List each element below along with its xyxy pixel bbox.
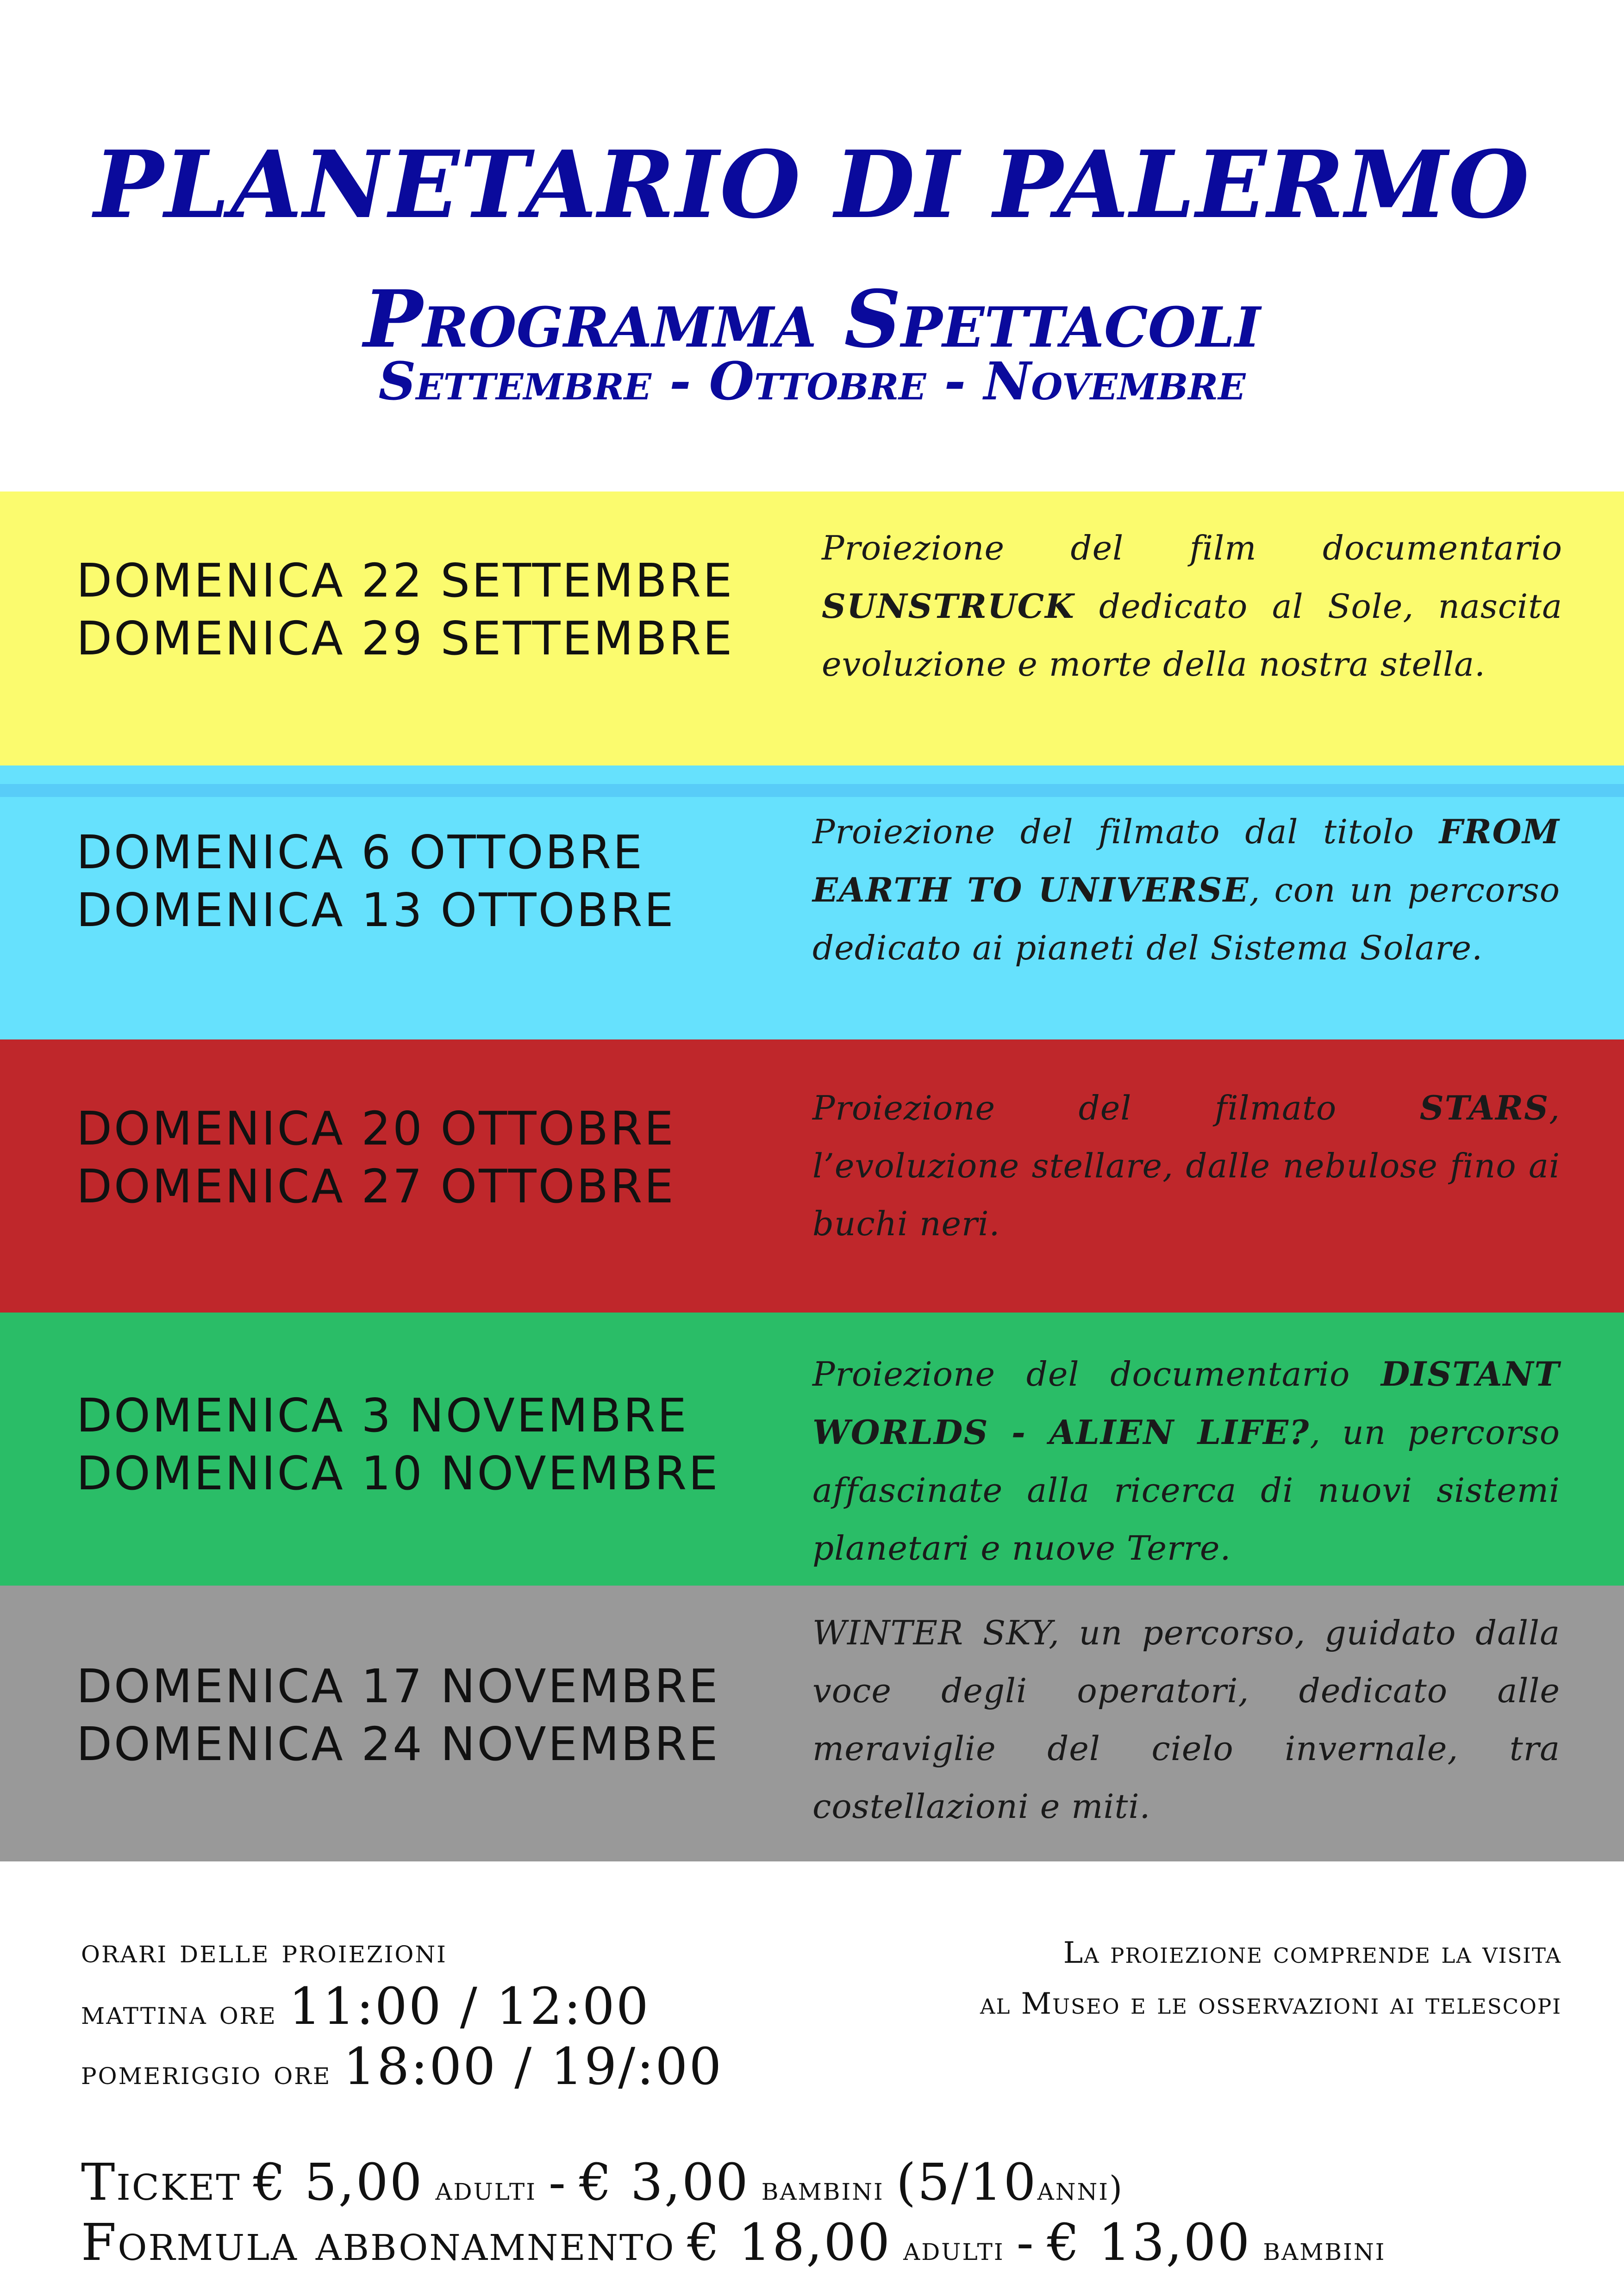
price-label: adulti	[435, 2169, 537, 2208]
film-title: STARS	[1419, 1088, 1549, 1127]
desc-text: dedicato al Sole, nascita evoluzione e morte della nostra stella.	[822, 587, 1562, 684]
desc-text: Proiezione del film documentario	[822, 529, 1562, 567]
show-dates	[76, 823, 675, 939]
show-description	[822, 519, 1562, 693]
price-label: bambini	[761, 2169, 884, 2208]
age-range: (5/10	[896, 2153, 1037, 2212]
show-date: DOMENICA 24 NOVEMBRE	[76, 1717, 720, 1771]
schedule-morning	[81, 1976, 650, 2042]
page-title: PLANETARIO DI PALERMO	[94, 131, 1530, 239]
desc-text: , un percorso affascinate alla ricerca di nuovi sistemi planetari e nuove Terre.	[812, 1413, 1560, 1568]
desc-text: , l’evoluzione stellare, dalle nebulose fino ai buchi neri.	[812, 1089, 1560, 1243]
film-title: DISTANT WORLDS - ALIEN LIFE?	[812, 1354, 1560, 1452]
film-title: FROM EARTH TO UNIVERSE	[812, 812, 1560, 909]
ticket-label: Ticket	[81, 2153, 241, 2212]
show-description	[812, 1079, 1560, 1253]
show-date: DOMENICA 29 SETTEMBRE	[76, 611, 734, 666]
note-line: La proiezione comprende la visita	[1063, 1936, 1562, 1970]
show-band-november-2	[0, 1586, 1624, 1861]
age-unit: anni)	[1037, 2169, 1124, 2208]
show-date: DOMENICA 17 NOVEMBRE	[76, 1659, 720, 1713]
show-date: DOMENICA 6 OTTOBRE	[76, 825, 644, 879]
subscription-price-line: Formula abbonamnento € 18,00 adulti - € 13,00 bambini	[81, 2213, 1386, 2272]
show-dates	[76, 1387, 719, 1502]
price-label: adulti	[903, 2229, 1005, 2268]
desc-text: WINTER SKY, un percorso, guidato dalla voce degli operatori, dedicato alle meraviglie del cielo invernale, tra costellazioni e miti.	[812, 1613, 1560, 1826]
schedule-times: 18:00 / 19/:00	[343, 2037, 723, 2096]
show-band-october-1	[0, 765, 1624, 1039]
show-dates	[76, 552, 734, 667]
desc-text: Proiezione del documentario	[812, 1355, 1381, 1394]
price-label: bambini	[1263, 2229, 1386, 2268]
schedule-label: mattina ore	[81, 1993, 277, 2032]
film-title: SUNSTRUCK	[822, 586, 1075, 626]
show-date: DOMENICA 3 NOVEMBRE	[76, 1388, 688, 1443]
desc-text: Proiezione del filmato	[812, 1089, 1420, 1127]
show-description	[812, 1345, 1560, 1577]
show-date: DOMENICA 10 NOVEMBRE	[76, 1446, 720, 1500]
show-description	[812, 1604, 1560, 1836]
note-line: al Museo e le osservazioni ai telescopi	[980, 1987, 1562, 2021]
show-description	[812, 803, 1560, 977]
show-date: DOMENICA 22 SETTEMBRE	[76, 554, 734, 608]
subscription-label: Formula abbonamnento	[81, 2213, 675, 2272]
desc-text: Proiezione del filmato dal titolo	[812, 812, 1439, 851]
show-band-october-2	[0, 1039, 1624, 1313]
show-date: DOMENICA 13 OTTOBRE	[76, 883, 675, 937]
show-dates	[76, 1657, 719, 1773]
price-value: € 13,00	[1047, 2213, 1251, 2272]
desc-text: , con un percorso dedicato ai pianeti del Sistema Solare.	[812, 871, 1560, 967]
page-subtitle: Programma Spettacoli	[363, 273, 1261, 366]
price-value: € 18,00	[687, 2213, 892, 2272]
price-value: € 3,00	[579, 2153, 750, 2212]
months-line: Settembre - Ottobre - Novembre	[378, 351, 1246, 412]
show-date: DOMENICA 27 OTTOBRE	[76, 1159, 675, 1213]
schedule-afternoon	[81, 2036, 723, 2103]
price-value: € 5,00	[253, 2153, 424, 2212]
show-date: DOMENICA 20 OTTOBRE	[76, 1101, 675, 1156]
info-note	[980, 1928, 1562, 2029]
schedule-times: 11:00 / 12:00	[288, 1977, 650, 2036]
show-band-september	[0, 492, 1624, 765]
schedule-heading: orari delle proiezioni	[81, 1931, 447, 1970]
show-dates	[76, 1100, 675, 1215]
band-stripe	[0, 784, 1624, 797]
ticket-price-line: Ticket € 5,00 adulti - € 3,00 bambini (5/10anni)	[81, 2153, 1124, 2212]
schedule-label: pomeriggio ore	[81, 2053, 331, 2092]
show-band-november-1	[0, 1313, 1624, 1586]
